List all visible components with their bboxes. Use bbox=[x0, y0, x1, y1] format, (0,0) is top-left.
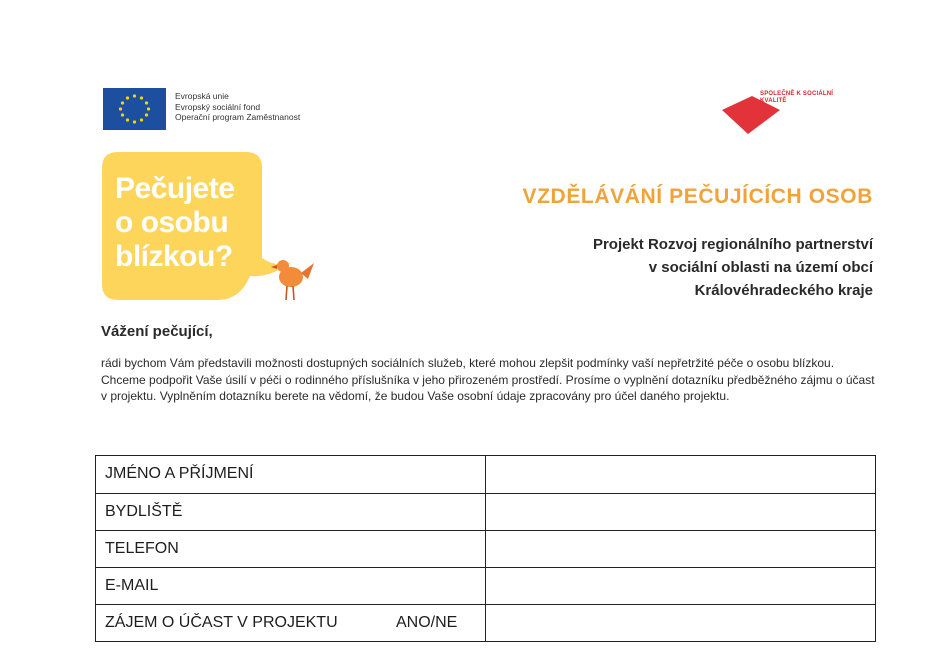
interest-input-cell[interactable] bbox=[486, 605, 875, 642]
bubble-line: blízkou? bbox=[115, 240, 233, 273]
eu-logo-text bbox=[175, 91, 300, 123]
project-subtitle bbox=[470, 233, 873, 302]
intro-paragraph: rádi bychom Vám představili možnosti dostupných sociálních služeb, které mohou zlepšit podmínky vaší nepřetržité péče o osobu blízkou. Chceme podpořit Vaše úsilí v péči o rodinného příslušníka v jeho přirozeném prostředí. Prosíme o vyplnění dotazníku předběžného zájmu o účast v projektu. Vyplněním dotazníku berete na vědomí, že budou Vaše osobní údaje zpracovány pro účel daného projektu. bbox=[101, 356, 875, 403]
form-row-address bbox=[96, 493, 875, 531]
bubble-line: o osobu bbox=[115, 206, 229, 239]
interest-label-cell bbox=[96, 605, 486, 642]
eu-line: Evropský sociální fond bbox=[175, 101, 261, 112]
field-label: ZÁJEM O ÚČAST V PROJEKTU bbox=[105, 614, 338, 631]
greeting: Vážení pečující, bbox=[101, 323, 213, 340]
address-input-cell[interactable] bbox=[486, 494, 875, 531]
eu-flag-logo bbox=[103, 88, 166, 130]
form-row-name bbox=[96, 456, 875, 494]
form-row-email bbox=[96, 567, 875, 605]
phone-input-cell[interactable] bbox=[486, 531, 875, 568]
eu-line: Operační program Zaměstnanost bbox=[175, 112, 301, 122]
partner-line: SPOLEČNĚ K SOCIÁLNÍ bbox=[760, 91, 834, 97]
yes-no-option[interactable]: ANO/NE bbox=[396, 614, 458, 631]
subtitle-line: v sociální oblasti na území obcí bbox=[648, 259, 873, 276]
subtitle-line: Královéhradeckého kraje bbox=[694, 282, 873, 299]
partner-line: KVALITĚ bbox=[760, 98, 787, 104]
form-table bbox=[95, 455, 876, 642]
bubble-line: Pečujete bbox=[115, 172, 235, 205]
email-input-cell[interactable] bbox=[486, 568, 875, 605]
bubble-text bbox=[115, 172, 234, 274]
form-row-interest bbox=[96, 604, 875, 642]
partner-logo-text bbox=[760, 91, 833, 105]
field-label: JMÉNO A PŘÍJMENÍ bbox=[96, 456, 486, 494]
eu-line: Evropská unie bbox=[175, 91, 229, 101]
name-input-cell[interactable] bbox=[486, 456, 875, 494]
form-row-phone bbox=[96, 530, 875, 568]
page-title: VZDĚLÁVÁNÍ PEČUJÍCÍCH OSOB bbox=[522, 185, 873, 208]
bird-icon bbox=[271, 260, 314, 300]
subtitle-line: Projekt Rozvoj regionálního partnerství bbox=[592, 236, 873, 253]
field-label: BYDLIŠTĚ bbox=[96, 494, 486, 531]
field-label: E-MAIL bbox=[96, 568, 486, 605]
field-label: TELEFON bbox=[96, 531, 486, 568]
